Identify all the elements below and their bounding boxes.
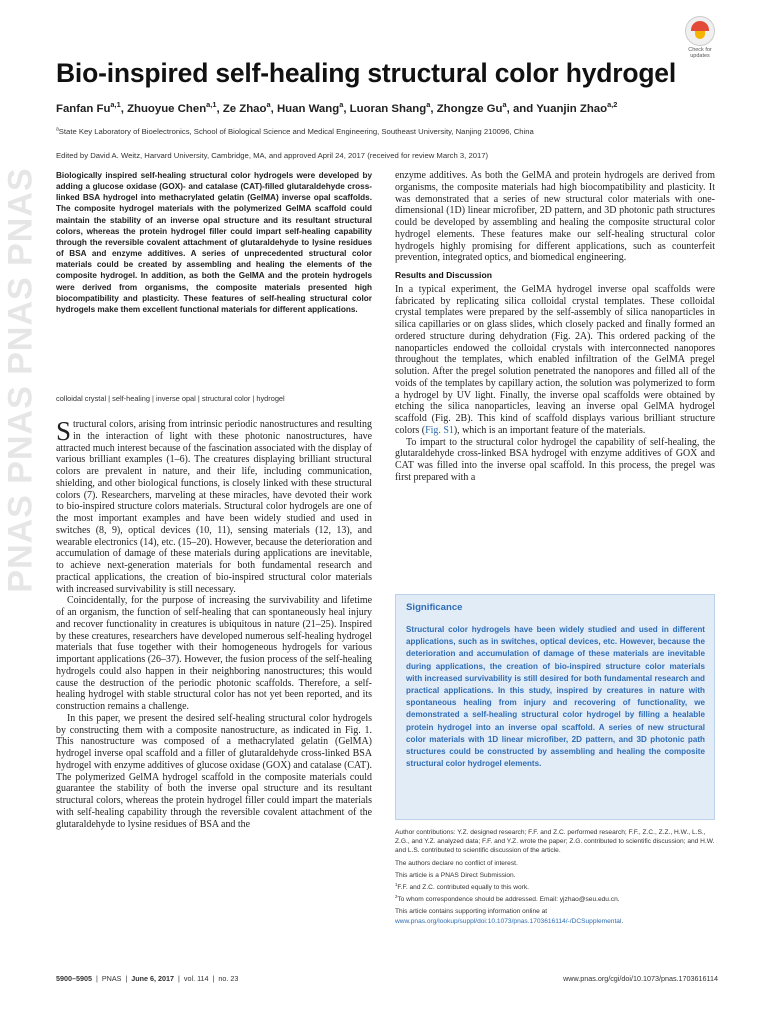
body-paragraph: Structural colors, arising from intrinsic periodic nanostructures and resulting in the interaction of light with these photonic nanostructures, have attracted much interest because of the fascination associated with the display of various brilliant examples (1–6). The creatures displaying brilliant structural colors are prevalent in nature, and their life, including communication, shielding, and other biological functions, is closely linked with these structural colors (7). Researchers, marveling at these miracles, have devoted their work to bio-inspired structure colors materials. Structural color hydrogels are one of the most important examples and have been widely studied and used in switches (8, 9), optical devices (10, 11), sensing materials (12, 13), and wearable electronics (14), etc. (15–20). However, because the deterioration and accumulation of damage of these materials during applications are inevitable, to achieve next-generation materials for both fundamental research and practical applications, the creation of bio-inspired structural color materials with increased survivability is still necessary. xyxy=(56,416,372,595)
significance-heading: Significance xyxy=(406,602,463,613)
update-badge-icon xyxy=(685,16,715,46)
footnote-2: $^2$To whom correspondence should be addressed. Email: yjzhao@seu.edu.cn. xyxy=(395,894,620,904)
author-separator: , xyxy=(343,103,350,115)
article-notes xyxy=(395,828,715,929)
author-affiliation-mark: a xyxy=(426,100,431,110)
author-separator: , xyxy=(270,103,277,115)
body-paragraph: enzyme additives. As both the GelMA and protein hydrogels are derived from organisms, the composite materials had high biocompatibility and plasticity. It was demonstrated that a series of new structural color materials with one-dimensional (1D) linear microfiber, 2D pattern, and 3D photonic path structures could be developed by assembling and healing the composite structural color hydrogel elements. These features make our self-healing structural color hydrogels highly promising for different applications, such as counterfeit prevention, integrated optics, and biomedical engineering. xyxy=(395,170,715,264)
author-separator: , xyxy=(430,103,437,115)
author-affiliation-mark: a xyxy=(502,100,507,110)
keywords: colloidal crystal | self-healing | inverse opal | structural color | hydrogel xyxy=(56,394,285,403)
author-list xyxy=(56,100,618,115)
author-affiliation-mark: a,1 xyxy=(206,100,217,110)
fig-s1-link[interactable]: Fig. S1 xyxy=(425,424,454,436)
body-paragraph: Coincidentally, for the purpose of increasing the survivability and lifetime of an organism, the function of self-healing that can spontaneously heal injury and recover functionality in creatures is ubiquitous in nature (21–25). Inspired by these creatures, researchers have developed numerous self-healing hydrogel materials that fuse together with their homogeneous hydrogels for various important applications (26–37). However, the fusion process of the self-healing hydrogels could also happen in their neighboring nanostructures; this would cause the destruction of the periodic photonic scaffolds. Therefore, a self-healing hydrogel with stable structural color has not yet been reported, and its construction remains a challenge. xyxy=(56,595,372,712)
abstract: Biologically inspired self-healing structural color hydrogels were developed by adding a glucose oxidase (GOX)- and catalase (CAT)-filled glutaraldehyde cross-linked BSA hydrogel into methacrylated gelatin (GelMA) inverse opal scaffolds. The composite hydrogel materials with the polymerized GelMA scaffold could maintain the stability of an inverse opal structure and its resultant structural colors, whereas the protein hydrogel filler could impart self-healing capability through the reversible covalent attachment of glutaraldehyde to lysine residues of BSA and enzyme additives. A series of unprecedented structural color materials could be created by assembling and healing the elements of the composite hydrogel. In addition, as both the GelMA and the protein hydrogels were derived from organisms, the composite materials presented high biocompatibility and plasticity. These features of self-healing structural color hydrogels make them excellent functional materials for different applications. xyxy=(56,171,372,314)
check-for-updates-badge[interactable] xyxy=(680,16,720,64)
author-contributions: Author contributions: Y.Z. designed research; F.F. and Z.C. performed research; F.F., Z.C., Z.Z., H.W., L.S., Z.G., and Y.Z. analyzed data; F.F. and Y.Z. wrote the paper; Z.G. contributed to scientific discussion; and H.W. and L.S. contributed to scientific discussion of the article. xyxy=(395,829,715,855)
significance-text: Structural color hydrogels have been widely studied and used in different applications, such as in switches, optical devices, etc. However, because the deterioration and accumulation of damage of these materials are inevitable during applications, the creation of bio-inspired structure color materials with increased survivability is still desired for both fundamental research and practical applications. In this study, inspired by creatures in nature with spontaneous healing from injury and recovering of functionality, we demonstrated a self-healing structural color hydrogel by filling a healable protein hydrogel into an inverse opal scaffold. A series of new structural color materials with 1D linear microfiber, 2D pattern, and 3D photonic path structures could be constructed by assembling and healing the composite structural color hydrogel elements. xyxy=(406,625,705,769)
author-affiliation-mark: a xyxy=(266,100,271,110)
body-left-column xyxy=(56,416,372,830)
pnas-side-watermark: PNAS PNAS PNAS PNAS xyxy=(1,167,40,593)
affiliation: $^a$State Key Laboratory of Bioelectronics, School of Biological Science and Medical Engineering, Southeast University, Nanjing 210096, China xyxy=(56,126,534,136)
author-separator: , xyxy=(216,103,223,115)
footer-citation: 5900–5905 | PNAS | June 6, 2017 | vol. 114 | no. 23 xyxy=(56,974,239,983)
author-separator: , and xyxy=(506,103,537,115)
author-affiliation-mark: a xyxy=(339,100,344,110)
section-heading: Results and Discussion xyxy=(395,270,492,280)
conflict-statement: The authors declare no conflict of interest. xyxy=(395,859,518,867)
check-for-updates-label: Check for updates xyxy=(688,47,712,59)
author-name: Ze Zhao xyxy=(222,103,267,115)
edited-by: Edited by David A. Weitz, Harvard University, Cambridge, MA, and approved April 24, 2017 (received for review March 3, 2017) xyxy=(56,151,489,160)
submission-statement: This article is a PNAS Direct Submission. xyxy=(395,871,516,879)
supporting-info: This article contains supporting information online at www.pnas.org/lookup/suppl/doi:10.1073/pnas.1703616114/-/DCSupplemental. xyxy=(395,908,624,925)
body-paragraph: To impart to the structural color hydrogel the capability of self-healing, the glutaraldehyde cross-linked BSA hydrogel with enzyme additives of GOX and CAT was filled into the inverse opal scaffold. In this process, the pregel was first prepared with a xyxy=(395,436,715,483)
author-name: Fanfan Fu xyxy=(56,103,111,115)
author-name: Zhongze Gu xyxy=(436,103,503,115)
body-paragraph: In a typical experiment, the GelMA hydrogel inverse opal scaffolds were fabricated by replicating silica colloidal crystal templates. These colloidal crystal templates were prepared by the self-assembly of silica nanoparticles in silica capillaries or on glass slides, which closely packed and finally formed an ordered structure during dehydration (Fig. 2A). This ordered packing of the nanoparticles endowed the colloidal crystals with interconnected nanopores throughout the templates, which enabled infiltration of the GelMA pregel solution. After the pregel solution penetrated the nanopores and filled all of the voids of the templates by capillary action, the solution was polymerized to form a hydrogel by UV light. Finally, the inverse opal scaffolds were obtained by etching the silica nanoparticles, leaving an inverse opal GelMA hydrogel scaffold (Fig. 2B). This kind of scaffold displays various brilliant structure colors (Fig. S1), which is an important feature of the materials. xyxy=(395,283,715,436)
significance-box xyxy=(395,594,715,820)
author-name: Zhuoyue Chen xyxy=(127,103,207,115)
paper-title: Bio-inspired self-healing structural color hydrogel xyxy=(56,58,677,88)
footer-doi[interactable]: www.pnas.org/cgi/doi/10.1073/pnas.1703616114 xyxy=(563,974,718,983)
body-right-column xyxy=(395,170,715,484)
author-name: Luoran Shang xyxy=(349,103,427,115)
dropcap: S xyxy=(56,416,72,446)
footnote-1: $^1$F.F. and Z.C. contributed equally to this work. xyxy=(395,881,529,892)
author-separator: , xyxy=(120,103,128,115)
body-paragraph: In this paper, we present the desired self-healing structural color hydrogels by constructing them with a composite nanostructure, as indicated in Fig. 1. This nanostructure was composed of a methacrylated gelatin (GelMA) hydrogel inverse opal scaffold and a filler of glutaraldehyde cross-linked BSA hydrogel with enzyme additives of glucose oxidase (GOX) and catalase (CAT). The polymerized GelMA hydrogel scaffold in the composite materials could guarantee the stability of both the inverse opal structure and its resultant structural colors, whereas the protein hydrogel filler could impart the materials with self-healing capability through the reversible covalent attachment of the glutaraldehyde to lysine residues of BSA and the xyxy=(56,712,372,830)
author-affiliation-mark: a,1 xyxy=(110,100,121,110)
author-name: Huan Wang xyxy=(276,103,340,115)
supporting-info-link[interactable]: www.pnas.org/lookup/suppl/doi:10.1073/pnas.1703616114/-/DCSupplemental xyxy=(395,917,622,925)
author-affiliation-mark: a,2 xyxy=(607,100,618,110)
author-name: Yuanjin Zhao xyxy=(536,103,608,115)
